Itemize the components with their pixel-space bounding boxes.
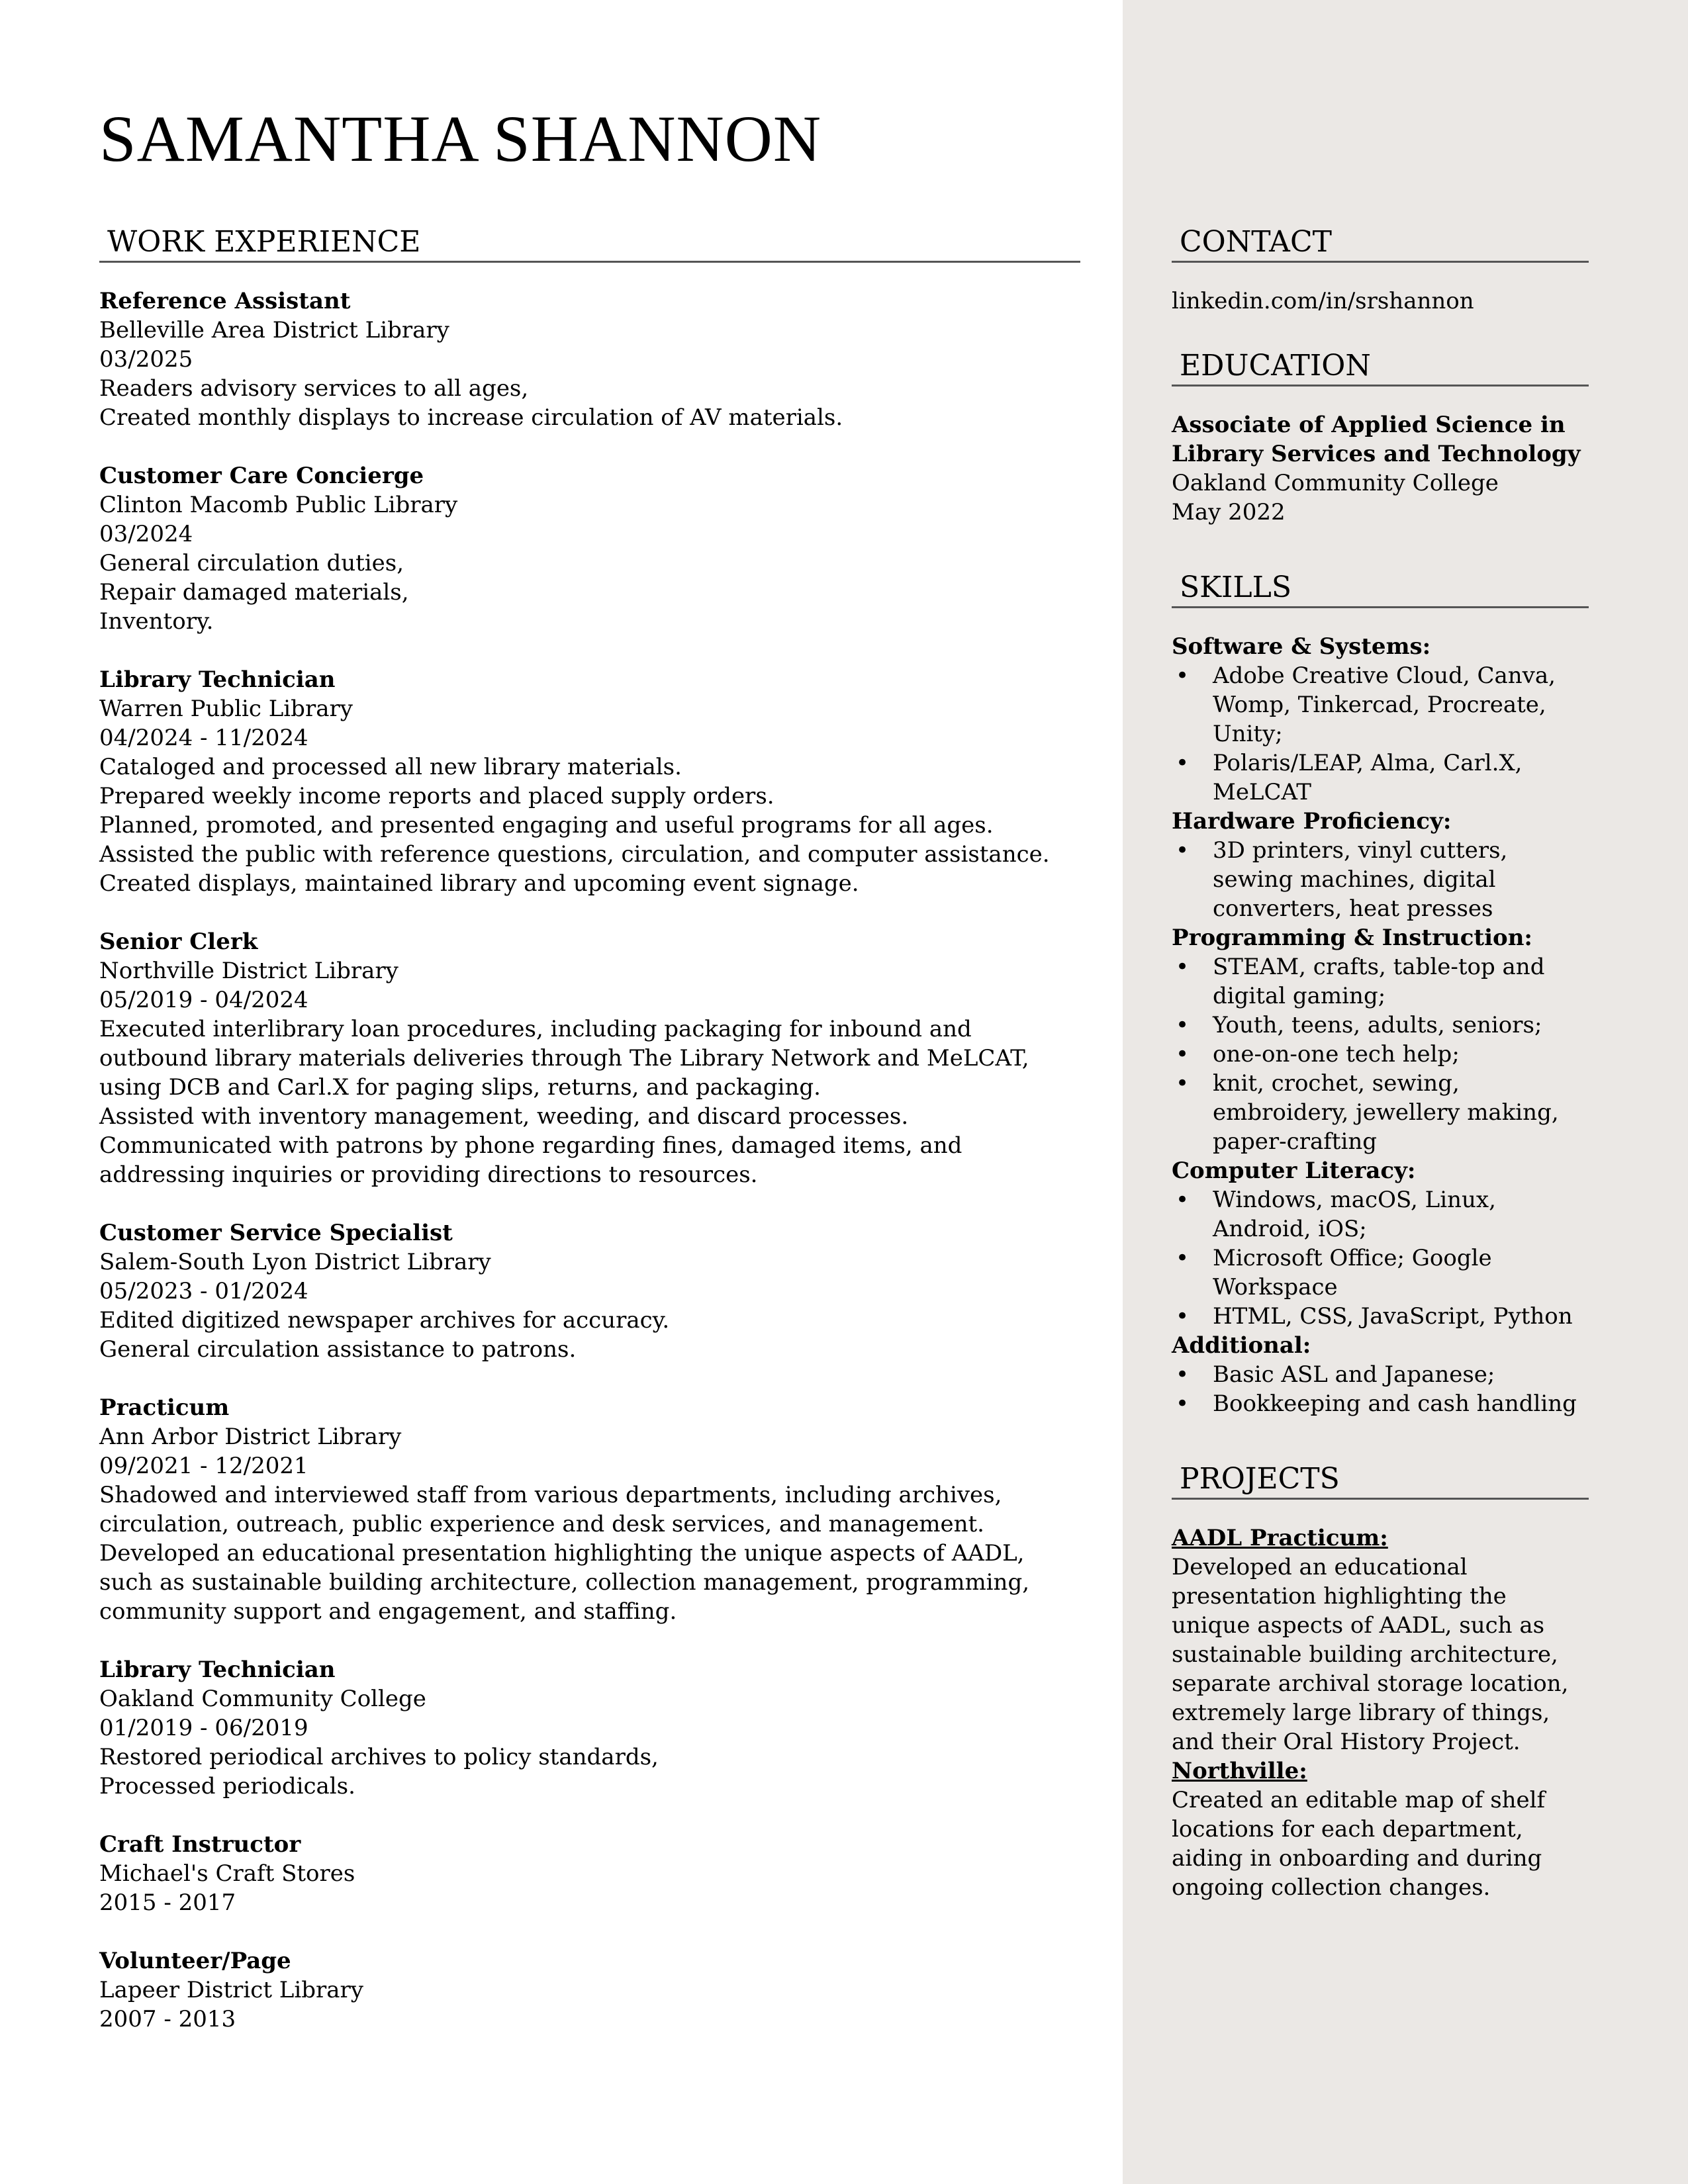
skill-group-label: Programming & Instruction: (1172, 925, 1532, 951)
project-description-line: Developed an educational presentation highlighting the unique aspects of AADL, such as sustainable building architecture, (1172, 1554, 1558, 1668)
projects-section (1172, 1461, 1589, 1902)
job-title: Reference Assistant (99, 288, 351, 314)
job-entry (99, 287, 1080, 432)
job-title: Library Technician (99, 666, 336, 693)
skill-group-label: Hardware Proficiency: (1172, 808, 1452, 835)
job-dates: 01/2019 - 06/2019 (99, 1715, 308, 1741)
sidebar (1172, 224, 1589, 1902)
education-entry (1172, 410, 1589, 527)
skills-list (1172, 632, 1589, 1418)
job-dates: 2007 - 2013 (99, 2006, 236, 2032)
education-section (1172, 347, 1589, 527)
projects-list (1172, 1524, 1589, 1902)
job-description-line: Cataloged and processed all new library materials. (99, 754, 682, 780)
job-description-line: Created monthly displays to increase circulation of AV materials. (99, 404, 843, 431)
skill-list (1172, 1185, 1589, 1331)
job-dates: 03/2025 (99, 346, 193, 373)
skill-item: • Windows, macOS, Linux, Android, iOS; (1172, 1185, 1589, 1244)
job-entry (99, 665, 1080, 898)
job-description-line: Executed interlibrary loan procedures, including packaging for inbound and outbound library materials deliveries through The Library Network and MeLCAT, using DCB and Carl.X for paging slips, returns, and packaging. (99, 1016, 1029, 1101)
job-employer: Ann Arbor District Library (99, 1424, 402, 1450)
job-description-line: General circulation duties, (99, 550, 404, 576)
job-description-line: Shadowed and interviewed staff from various departments, including archives, circulation, outreach, public experience and desk services, and management. (99, 1482, 1002, 1537)
education-date: May 2022 (1172, 499, 1286, 525)
work-experience-section (99, 224, 1080, 2034)
skill-list (1172, 1360, 1589, 1418)
skills-section (1172, 569, 1589, 1418)
job-employer: Lapeer District Library (99, 1977, 364, 2003)
job-dates: 2015 - 2017 (99, 1889, 236, 1916)
skill-item: • Microsoft Office; Google Workspace (1172, 1244, 1589, 1302)
job-employer: Oakland Community College (99, 1686, 426, 1712)
job-description-line: Assisted the public with reference questions, circulation, and computer assistance. (99, 841, 1050, 868)
contact-section (1172, 224, 1589, 316)
education-school: Oakland Community College (1172, 470, 1499, 496)
skills-heading: SKILLS (1172, 569, 1589, 608)
job-dates: 03/2024 (99, 521, 193, 547)
job-dates: 04/2024 - 11/2024 (99, 725, 308, 751)
job-description-line: Communicated with patrons by phone regarding fines, damaged items, and addressing inquiries or providing directions to resources. (99, 1132, 962, 1188)
linkedin-link[interactable]: linkedin.com/in/srshannon (1172, 288, 1474, 314)
degree-line-1: Associate of Applied Science in (1172, 412, 1566, 438)
skill-item: • knit, crochet, sewing, embroidery, jewellery making, paper-crafting (1172, 1069, 1589, 1156)
job-description-line: Created displays, maintained library and upcoming event signage. (99, 870, 859, 897)
job-description-line: General circulation assistance to patrons. (99, 1336, 577, 1363)
job-description-line: Processed periodicals. (99, 1773, 355, 1799)
job-dates: 09/2021 - 12/2021 (99, 1453, 308, 1479)
candidate-name: SAMANTHA SHANNON (99, 102, 822, 175)
job-description-line: Developed an educational presentation highlighting the unique aspects of AADL, such as sustainable building architecture, collection management, programming, community support and engagement, and staffing. (99, 1540, 1030, 1625)
skill-list (1172, 952, 1589, 1156)
job-employer: Clinton Macomb Public Library (99, 492, 458, 518)
job-description-line: Edited digitized newspaper archives for accuracy. (99, 1307, 670, 1334)
work-experience-heading: WORK EXPERIENCE (99, 224, 1080, 263)
project-description-line: Created an editable map of shelf locations for each department, aiding in onboarding and during ongoing collection changes. (1172, 1787, 1546, 1901)
project-description-line: separate archival storage location, extremely large library of things, and their Oral History Project. (1172, 1670, 1569, 1755)
skill-group-label: Software & Systems: (1172, 633, 1431, 660)
job-entry (99, 1393, 1080, 1626)
skill-item: • 3D printers, vinyl cutters, sewing machines, digital converters, heat presses (1172, 836, 1589, 923)
job-description-line: Inventory. (99, 608, 214, 635)
job-title: Senior Clerk (99, 929, 258, 955)
job-entry (99, 1655, 1080, 1801)
job-entry (99, 461, 1080, 636)
skill-item: • Bookkeeping and cash handling (1172, 1389, 1589, 1418)
job-title: Library Technician (99, 1657, 336, 1683)
job-title: Customer Care Concierge (99, 463, 424, 489)
job-description-line: Prepared weekly income reports and placed supply orders. (99, 783, 774, 809)
project-label: AADL Practicum: (1172, 1525, 1388, 1551)
job-employer: Michael's Craft Stores (99, 1860, 355, 1887)
job-entry (99, 1830, 1080, 1917)
job-title: Practicum (99, 1394, 230, 1421)
skill-group-label: Additional: (1172, 1332, 1311, 1359)
skill-item: • STEAM, crafts, table-top and digital gaming; (1172, 952, 1589, 1011)
skill-item: • Youth, teens, adults, seniors; (1172, 1011, 1589, 1040)
job-description-line: Repair damaged materials, (99, 579, 409, 606)
job-employer: Belleville Area District Library (99, 317, 449, 343)
job-employer: Northville District Library (99, 958, 399, 984)
skill-group-label: Computer Literacy: (1172, 1158, 1416, 1184)
skill-item: • HTML, CSS, JavaScript, Python (1172, 1302, 1589, 1331)
job-title: Volunteer/Page (99, 1948, 291, 1974)
job-description-line: Assisted with inventory management, weeding, and discard processes. (99, 1103, 909, 1130)
job-entry (99, 1946, 1080, 2034)
job-description-line: Readers advisory services to all ages, (99, 375, 529, 402)
job-entry (99, 1218, 1080, 1364)
job-employer: Warren Public Library (99, 696, 353, 722)
skill-item: • Polaris/LEAP, Alma, Carl.X, MeLCAT (1172, 749, 1589, 807)
projects-heading: PROJECTS (1172, 1461, 1589, 1500)
job-entry (99, 927, 1080, 1189)
job-title: Customer Service Specialist (99, 1220, 453, 1246)
skill-list (1172, 661, 1589, 807)
education-heading: EDUCATION (1172, 347, 1589, 387)
skill-list (1172, 836, 1589, 923)
job-title: Craft Instructor (99, 1831, 301, 1858)
skill-item: • Basic ASL and Japanese; (1172, 1360, 1589, 1389)
skill-item: • one-on-one tech help; (1172, 1040, 1589, 1069)
job-employer: Salem-South Lyon District Library (99, 1249, 491, 1275)
job-dates: 05/2023 - 01/2024 (99, 1278, 308, 1304)
job-description-line: Restored periodical archives to policy standards, (99, 1744, 659, 1770)
job-list (99, 287, 1080, 2034)
skill-item: • Adobe Creative Cloud, Canva, Womp, Tinkercad, Procreate, Unity; (1172, 661, 1589, 749)
job-dates: 05/2019 - 04/2024 (99, 987, 308, 1013)
project-label: Northville: (1172, 1758, 1307, 1784)
contact-heading: CONTACT (1172, 224, 1589, 263)
degree-line-2: Library Services and Technology (1172, 441, 1581, 467)
job-description-line: Planned, promoted, and presented engaging and useful programs for all ages. (99, 812, 994, 839)
